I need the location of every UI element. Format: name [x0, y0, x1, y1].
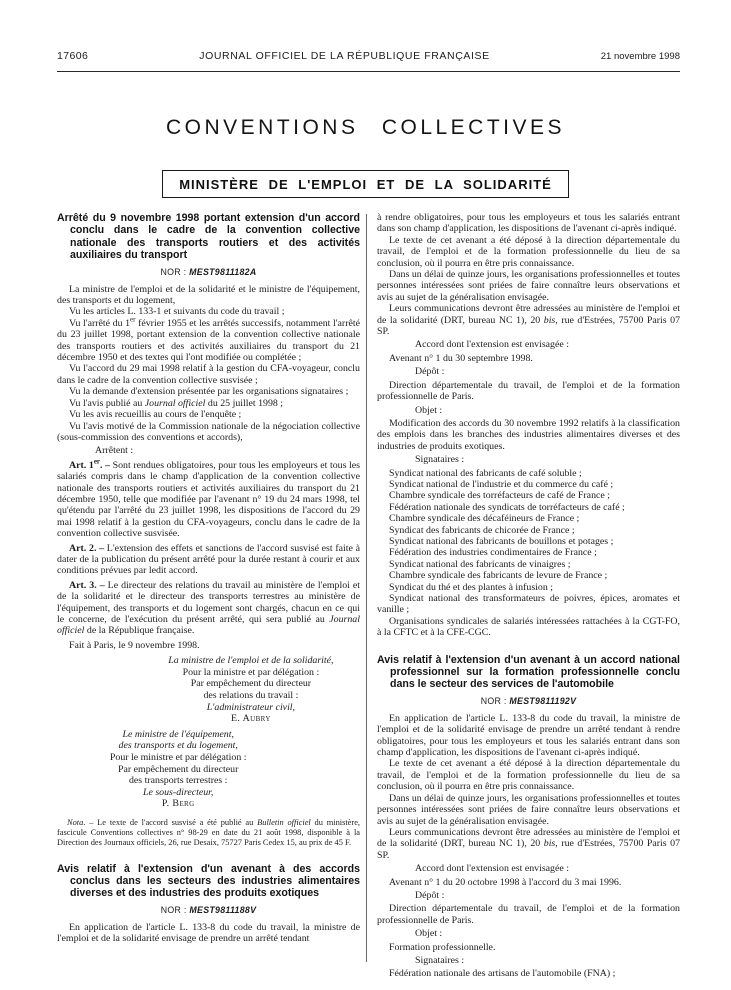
text-segment: février 1955 et les arrêtés successifs, notamment l'arrêté du 23 juillet 1998, portant extension de la convention collective nationale des transports routiers et des activités auxiliaires du transport du 21 décembre 1950 et des textes qui l'ont modifiée ou complétée ;: [57, 317, 360, 364]
paragraph: [377, 582, 680, 593]
content-columns: [57, 212, 680, 980]
text-segment: Syndicat national de l'industrie et du commerce du café ;: [389, 478, 614, 490]
paragraph: [377, 559, 680, 570]
paragraph: [377, 968, 680, 979]
text-segment: Vu l'arrêté du 1: [69, 317, 131, 329]
text-segment: Syndicat national des fabricants de bouillons et potages ;: [389, 535, 614, 547]
nor-code: MEST9811188V: [189, 904, 257, 915]
text-segment: . –: [93, 542, 107, 554]
signature-line: La ministre de l'emploi et de la solidarité,: [168, 655, 334, 667]
text-segment: Vu les avis recueillis au cours de l'enquête ;: [69, 409, 242, 421]
text-segment: Direction départementale du travail, de l'emploi et de la formation professionnelle de Paris.: [377, 903, 680, 926]
text-segment: En application de l'article L. 133-8 du code du travail, la ministre de l'emploi et de la solidarité envisage de prendre un arrêté tendant: [57, 921, 360, 945]
paragraph: [377, 479, 680, 490]
text-segment: Syndicat national des fabricants de café soluble ;: [389, 467, 582, 479]
signature-line: Par empêchement du directeur: [190, 678, 312, 690]
signature-block: [57, 729, 360, 810]
paragraph: [377, 468, 680, 479]
signature-line: E. Aubry: [231, 713, 271, 725]
paragraph: [377, 235, 680, 269]
label-line: Arrêtent :: [95, 445, 134, 457]
signature-line: Pour le ministre et par délégation :: [109, 751, 247, 763]
ministry-title-wrap: [0, 170, 731, 198]
section-title: CONVENTIONS COLLECTIVES: [165, 116, 566, 139]
paragraph: [377, 593, 680, 616]
text-segment: . – Le texte de l'accord susvisé a été publié au: [83, 817, 258, 827]
nor-label: NOR :: [160, 266, 190, 277]
page-header: [57, 50, 680, 72]
text-segment: Fédération nationale des syndicats de torréfacteurs de café ;: [389, 501, 625, 513]
paragraph: [377, 827, 680, 861]
text-segment: Fait à Paris, le 9 novembre 1998.: [69, 639, 200, 651]
signature-line: L'administrateur civil,: [206, 701, 296, 713]
paragraph: [377, 353, 680, 364]
paragraph: [377, 380, 680, 403]
signature-line: Le sous-directeur,: [143, 786, 214, 798]
text-segment: Formation professionnelle.: [389, 941, 496, 953]
text-segment: Modification des accords du 30 novembre 1992 relatifs à la classification des emplois dans les branches des industries alimentaires diverses et des industries de produits exotiques.: [377, 417, 680, 452]
signature-line: des relations du travail :: [203, 690, 299, 701]
paragraph: [57, 421, 360, 444]
text-segment: Avenant n° 1 du 30 septembre 1998.: [389, 352, 533, 364]
paragraph: [57, 398, 360, 409]
text-segment: Journal officiel: [57, 614, 360, 637]
signature-line: Par empêchement du directeur: [118, 763, 239, 775]
paragraph: [377, 570, 680, 581]
paragraph: [377, 303, 680, 337]
label-line: Dépôt :: [415, 889, 445, 901]
paragraph: [57, 386, 360, 397]
text-segment: La ministre de l'emploi et de la solidarité et le ministre de l'équipement, des transports et du logement,: [57, 283, 360, 307]
text-segment: , rue d'Estrées, 75700 Paris 07 SP.: [377, 838, 681, 861]
ministry-title: MINISTÈRE DE L'EMPLOI ET DE LA SOLIDARITÉ: [162, 170, 569, 198]
label-line: Dépôt :: [415, 366, 445, 378]
issue-date: 21 novembre 1998: [600, 51, 680, 62]
text-segment: Bulletin officiel: [257, 817, 311, 827]
article-heading: Arrêté du 9 novembre 1998 portant extension d'un accord conclu dans le cadre de la convention collective nationale des transports routiers et des activités auxiliaires du transport: [57, 212, 360, 262]
left-column: [57, 212, 360, 980]
text-segment: L'extension des effets et sanctions de l'accord susvisé est faite à dater de la publication du présent arrêté pour la durée restant à courir et aux conditions prévues par ledit accord.: [57, 542, 360, 577]
signature-line: des transports terrestres :: [128, 775, 228, 787]
paragraph: [377, 547, 680, 558]
text-segment: Art. 3: [69, 579, 95, 591]
page-number: 17606: [57, 50, 89, 62]
text-segment: Vu l'accord du 29 mai 1998 relatif à la gestion du CFA-voyageur, conclu dans le cadre de la convention collective susvisée ;: [57, 363, 360, 386]
nor-code: MEST9811182A: [189, 266, 257, 277]
text-segment: . –: [94, 579, 108, 591]
paragraph: [57, 457, 361, 540]
paragraph: [377, 616, 680, 639]
signature-block: [57, 655, 360, 725]
paragraph: [377, 877, 680, 888]
text-segment: bis: [543, 838, 556, 850]
paragraph: [377, 758, 680, 792]
signature-line: P. Berg: [161, 798, 195, 810]
text-segment: Chambre syndicale des fabricants de levure de France ;: [389, 570, 608, 582]
paragraph: [57, 315, 360, 364]
text-segment: Organisations syndicales de salariés intéressées rattachées à la CGT-FO, à la CFTC et à la CFE-CGC.: [377, 615, 680, 639]
text-segment: du ministère, fascicule Conventions collectives n° 98-29 en date du 21 août 1998, disponible à la Direction des Journaux officiels, 26, rue Desaix, 75727 Paris Cedex 15, au prix de 45 F.: [57, 817, 360, 847]
text-segment: Vu l'avis motivé de la Commission nationale de la négociation collective (sous-commission des conventions et accords),: [57, 420, 360, 443]
article-heading: Avis relatif à l'extension d'un avenant à un accord national professionnel sur la formation professionnelle conclu dans le secteur des services de l'automobile: [377, 653, 680, 691]
label-line: Objet :: [415, 404, 443, 416]
text-segment: Fédération des industries condimentaires de France ;: [389, 547, 597, 559]
text-segment: Syndicat national des transformateurs de poivres, épices, aromates et vanille ;: [377, 593, 680, 616]
paragraph: [377, 525, 680, 536]
text-segment: Vu la demande d'extension présentée par les organisations signataires ;: [69, 386, 349, 398]
text-segment: Leurs communications devront être adressées au ministère de l'emploi et de la solidarité (DRT, bureau NC 1), 20: [377, 303, 680, 326]
text-segment: Le texte de cet avenant a été déposé à la direction départementale du travail, de l'emploi et de la formation professionnelle du lieu de sa conclusion, où il pourra en être pris connaissance.: [377, 234, 680, 269]
nor-line: [377, 696, 680, 706]
text-segment: Avenant n° 1 du 20 octobre 1998 à l'accord du 3 mai 1996.: [389, 876, 622, 888]
paragraph: [377, 513, 680, 524]
paragraph: [377, 793, 680, 827]
paragraph: [377, 212, 680, 235]
text-segment: En application de l'article L. 133-8 du code du travail, la ministre de l'emploi et de la solidarité envisage de prendre un arrêté tendant à rendre obligatoires, pour tous les employeurs et tous les salariés entrant dans son champ d'application, les dispositions de l'avenant ci-après indiqué.: [377, 712, 680, 759]
text-segment: à rendre obligatoires, pour tous les employeurs et tous les salariés entrant dans son champ d'application, les dispositions de l'avenant ci-après indiqué.: [377, 212, 680, 235]
nor-line: [57, 905, 360, 915]
signature-line: Le ministre de l'équipement,: [122, 728, 234, 740]
text-segment: Nota: [67, 817, 84, 827]
paragraph: [57, 306, 360, 317]
label-line: Accord dont l'extension est envisagée :: [415, 863, 569, 875]
journal-title: JOURNAL OFFICIEL DE LA RÉPUBLIQUE FRANÇAISE: [199, 50, 490, 62]
label-line: Accord dont l'extension est envisagée :: [415, 339, 569, 351]
text-segment: Syndicat du thé et des plantes à infusion ;: [389, 581, 554, 593]
column-divider: [366, 214, 367, 962]
text-segment: Direction départementale du travail, de l'emploi et de la formation professionnelle de Paris.: [377, 379, 680, 403]
paragraph: [377, 502, 680, 513]
paragraph: [377, 418, 680, 452]
text-segment: du 25 juillet 1998 ;: [205, 397, 284, 409]
text-segment: Dans un délai de quinze jours, les organisations professionnelles et toutes personnes intéressées sont priées de faire connaître leurs observations et avis au sujet de la généralisation envisagée.: [377, 269, 680, 303]
signature-line: Pour la ministre et par délégation :: [182, 666, 320, 678]
label-line: Signataires :: [415, 454, 465, 466]
text-segment: Art. 1: [69, 459, 94, 471]
text-segment: bis: [543, 314, 556, 326]
text-segment: Fédération nationale des artisans de l'automobile (FNA) ;: [389, 968, 616, 980]
text-segment: Syndicat national des fabricants de vinaigres ;: [389, 558, 571, 570]
paragraph: [377, 269, 680, 303]
text-segment: de la République française.: [84, 625, 195, 637]
text-segment: Chambre syndicale des décaféineurs de France ;: [389, 513, 580, 525]
paragraph: [57, 640, 360, 651]
paragraph: [377, 903, 680, 926]
text-segment: Journal officiel: [144, 397, 206, 409]
paragraph: [377, 942, 680, 953]
nor-code: MEST9811192V: [509, 695, 577, 706]
paragraph: [57, 580, 360, 637]
text-segment: Syndicat des fabricants de chicorée de France ;: [389, 524, 575, 536]
label-line: Objet :: [415, 928, 443, 940]
nota: [57, 818, 360, 848]
text-segment: Art. 2: [69, 542, 94, 554]
nor-label: NOR :: [480, 695, 510, 706]
right-column: [377, 212, 680, 980]
paragraph: [377, 490, 680, 501]
paragraph: [57, 409, 360, 420]
nor-line: [57, 267, 360, 277]
paragraph: [57, 543, 360, 577]
paragraph: [377, 713, 680, 759]
text-segment: Vu les articles L. 133-1 et suivants du code du travail ;: [69, 306, 285, 318]
text-segment: er: [130, 315, 136, 324]
text-segment: er: [93, 457, 101, 466]
nor-label: NOR :: [160, 904, 190, 915]
paragraph: [57, 363, 360, 386]
label-line: Signataires :: [415, 954, 465, 966]
text-segment: Vu l'avis publié au: [69, 397, 145, 409]
text-segment: Sont rendues obligatoires, pour tous les employeurs et tous les salariés compris dans le champ d'application de la convention collective nationale des transports routiers et activités auxiliaires du transport du 21 décembre 1950, telle que modifiée par l'avenant n° 19 du 24 mars 1998, tel qu'étendu par l'arrêté du 23 juillet 1998, les dispositions de l'accord du 29 mai 1998 relatif à la gestion du CFA-voyageurs, conclu dans le cadre de la convention collective susvisée.: [57, 459, 361, 540]
text-segment: Le texte de cet avenant a été déposé à la direction départementale du travail, de l'emploi et de la formation professionnelle du lieu de sa conclusion, où il pourra en être pris connaissance.: [377, 758, 680, 793]
text-segment: . –: [100, 459, 113, 471]
text-segment: Chambre syndicale des torréfacteurs de café de France ;: [389, 490, 610, 502]
paragraph: [57, 922, 360, 945]
article-heading: Avis relatif à l'extension d'un avenant à des accords conclus dans les secteurs des industries alimentaires diverses et des industries des produits exotiques: [57, 862, 360, 900]
text-segment: Dans un délai de quinze jours, les organisations professionnelles et toutes personnes intéressées sont priées de faire connaître leurs observations et avis au sujet de la généralisation envisagée.: [377, 792, 680, 827]
text-segment: Leurs communications devront être adressées au ministère de l'emploi et de la solidarité (DRT, bureau NC 1), 20: [377, 826, 680, 850]
text-segment: , rue d'Estrées, 75700 Paris 07 SP.: [377, 314, 681, 338]
paragraph: [57, 284, 360, 307]
text-segment: Le directeur des relations du travail au ministère de l'emploi et de la solidarité et le directeur des transports terrestres au ministère de l'équipement, des transports et du logement sont chargés, chacun en ce qui le concerne, de l'exécution du présent arrêté, qui sera publié au: [57, 579, 361, 625]
paragraph: [377, 536, 680, 547]
signature-line: des transports et du logement,: [118, 740, 238, 752]
